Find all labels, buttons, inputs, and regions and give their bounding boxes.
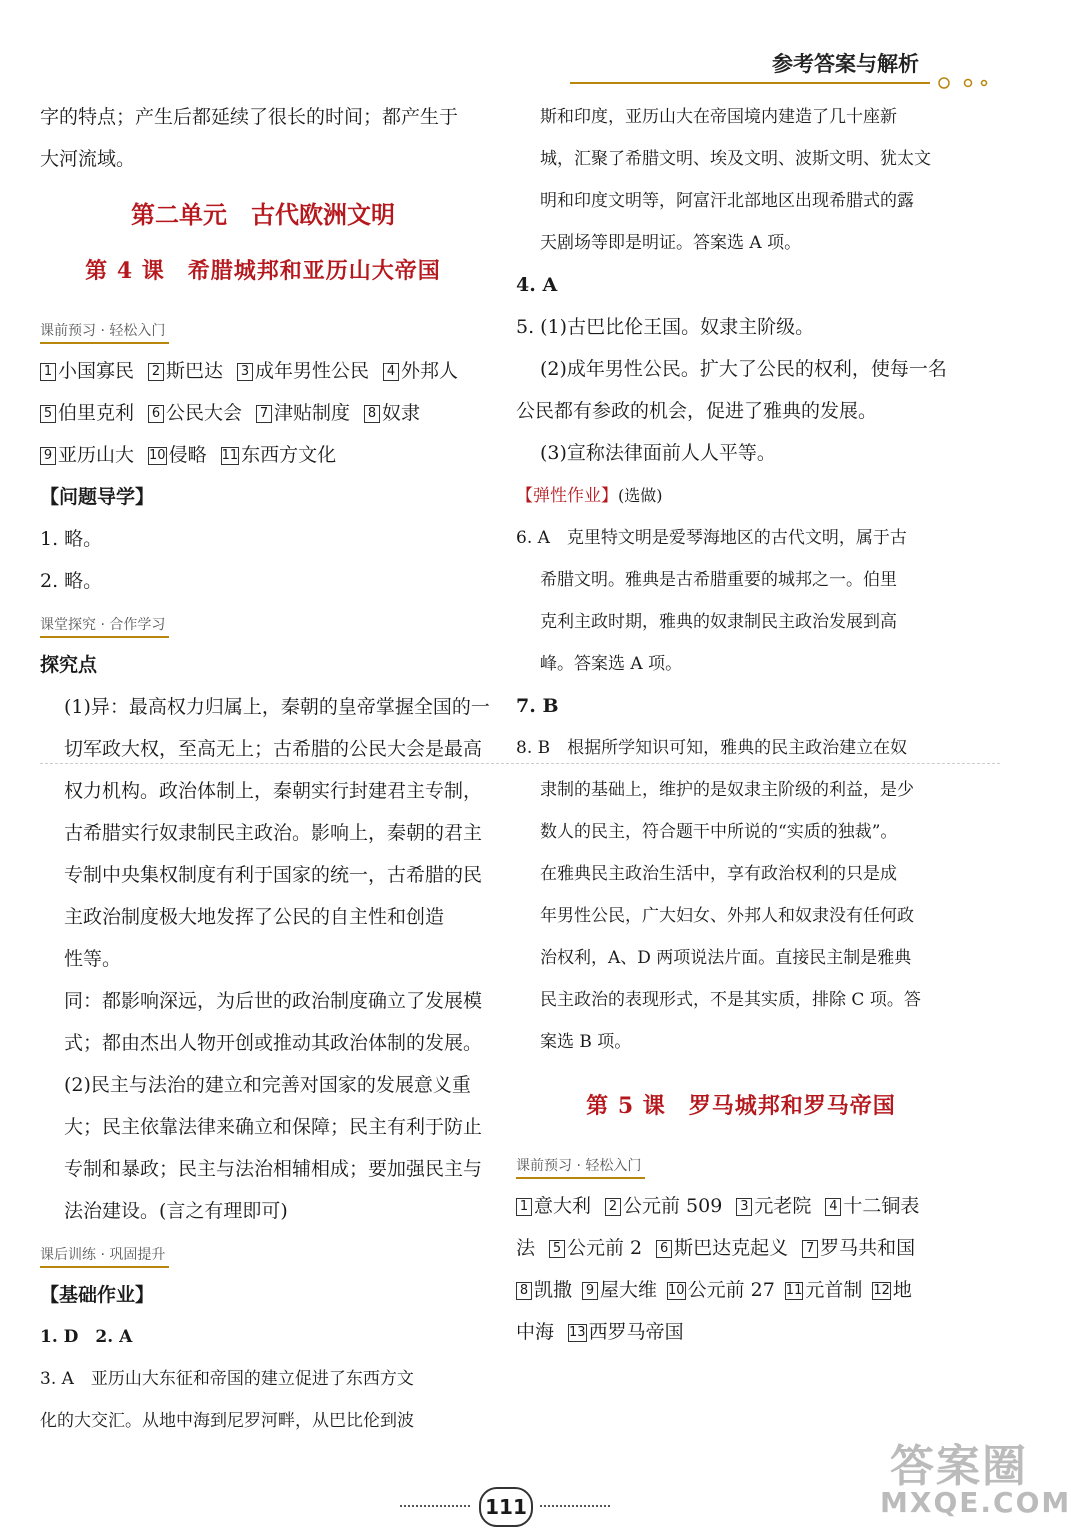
q8-line: 治权利，A、D 两项说法片面。直接民主制是雅典 <box>540 948 912 968</box>
watermark-text: 答案圈 <box>890 1441 1028 1492</box>
page-number: 111 <box>479 1487 533 1527</box>
explore-line: (2)民主与法治的建立和完善对国家的发展意义重 <box>64 1074 471 1096</box>
q5-line: 公民都有参政的机会，促进了雅典的发展。 <box>516 400 878 422</box>
q5-line: 5. (1)古巴比伦王国。奴隶主阶级。 <box>516 316 815 338</box>
q6-line: 峰。答案选 A 项。 <box>540 654 683 674</box>
answer-7: 7. B <box>516 695 559 717</box>
q8-line: 年男性公民，广大妇女、外邦人和奴隶没有任何政 <box>540 906 914 926</box>
explore-line: 性等。 <box>64 948 122 970</box>
explore-line: 专制中央集权制度有利于国家的统一，古希腊的民 <box>64 864 483 886</box>
q8-line: 数人的民主，符合题干中所说的“实质的独裁”。 <box>540 822 898 842</box>
right-column <box>516 96 966 1353</box>
explore-line: (1)异：最高权力归属上，秦朝的皇帝掌握全国的一 <box>64 696 490 718</box>
explore-line: 大；民主依靠法律来确立和保障；民主有利于防止 <box>64 1116 483 1138</box>
watermark <box>880 1430 1071 1530</box>
q3-cont-line: 斯和印度，亚历山大在帝国境内建造了几十座新 <box>540 107 897 127</box>
header-ornament <box>570 76 990 90</box>
explore-line: 权力机构。政治体制上，秦朝实行封建君主专制， <box>64 780 483 802</box>
question-heading: 【问题导学】 <box>40 486 155 508</box>
lesson-5-title: 第 5 课 罗马城邦和罗马帝国 <box>586 1093 896 1119</box>
preview-row: 9 亚历山大 10 侵略 11 东西方文化 <box>40 434 486 476</box>
header-title: 参考答案与解析 <box>772 52 919 76</box>
q6-line: 6. A 克里特文明是爱琴海地区的古代文明，属于古 <box>516 528 907 548</box>
q8-line: 民主政治的表现形式，不是其实质，排除 C 项。答 <box>540 990 921 1010</box>
q6-line: 希腊文明。雅典是古希腊重要的城邦之一。伯里 <box>540 570 897 590</box>
q5-line: (2)成年男性公民。扩大了公民的权利，使每一名 <box>540 358 947 380</box>
watermark-url: MXQE.COM <box>880 1486 1071 1519</box>
explore-line: 专制和暴政；民主与法治相辅相成；要加强民主与 <box>64 1158 483 1180</box>
elastic-heading: 【弹性作业】 <box>516 486 618 506</box>
explore-line: 主政治制度极大地发挥了公民的自主性和创造 <box>64 906 445 928</box>
q3-cont-line: 天剧场等即是明证。答案选 A 项。 <box>540 233 802 253</box>
q8-line: 隶制的基础上，维护的是奴隶主阶级的利益，是少 <box>540 780 914 800</box>
explore-heading: 探究点 <box>40 654 98 676</box>
footer-dots-right <box>540 1505 610 1507</box>
explore-line: 古希腊实行奴隶制民主政治。影响上，秦朝的君主 <box>64 822 483 844</box>
preview-tag: 课前预习 · 轻松入门 <box>40 320 169 344</box>
elastic-note: (选做) <box>618 486 663 505</box>
preview-tag-5: 课前预习 · 轻松入门 <box>516 1155 645 1179</box>
class-tag: 课堂探究 · 合作学习 <box>40 614 169 638</box>
answer-line: 1. 略。 <box>40 528 103 550</box>
explore-line: 同：都影响深远，为后世的政治制度确立了发展模 <box>64 990 483 1012</box>
q3-line: 3. A 亚历山大东征和帝国的建立促进了东西方文 <box>40 1369 414 1389</box>
answers-1-2: 1. D 2. A <box>40 1327 133 1347</box>
intro-line: 字的特点；产生后都延续了很长的时间；都产生于 <box>40 106 459 128</box>
footer-dots-left <box>400 1505 470 1507</box>
q5-line: (3)宣称法律面前人人平等。 <box>540 442 776 464</box>
explore-line: 式；都由杰出人物开创或推动其政治体制的发展。 <box>64 1032 483 1054</box>
explore-line: 切军政大权，至高无上；古希腊的公民大会是最高 <box>64 738 483 760</box>
preview-row: 中海 13 西罗马帝国 <box>516 1321 684 1343</box>
answer-4: 4. A <box>516 274 558 296</box>
explore-line: 法治建设。(言之有理即可) <box>64 1200 288 1222</box>
lesson-4-title: 第 4 课 希腊城邦和亚历山大帝国 <box>85 258 441 284</box>
left-column <box>40 96 490 1442</box>
q8-line: 8. B 根据所学知识可知，雅典的民主政治建立在奴 <box>516 738 908 758</box>
q3-cont-line: 明和印度文明等，阿富汗北部地区出现希腊式的露 <box>540 191 914 211</box>
unit-title: 第二单元 古代欧洲文明 <box>131 201 395 229</box>
q3-line: 化的大交汇。从地中海到尼罗河畔，从巴比伦到波 <box>40 1411 414 1431</box>
preview-row: 1 意大利 2 公元前 509 3 元老院 4 十二铜表 <box>516 1185 966 1227</box>
q3-cont-line: 城，汇聚了希腊文明、埃及文明、波斯文明、犹太文 <box>540 149 931 169</box>
preview-row: 1 小国寡民 2 斯巴达 3 成年男性公民 4 外邦人 <box>40 350 486 392</box>
q8-line: 案选 B 项。 <box>540 1032 632 1052</box>
after-class-tag: 课后训练 · 巩固提升 <box>40 1244 169 1268</box>
answer-line: 2. 略。 <box>40 570 103 592</box>
preview-row: 5 伯里克利 6 公民大会 7 津贴制度 8 奴隶 <box>40 392 486 434</box>
preview-row: 法 5 公元前 2 6 斯巴达克起义 7 罗马共和国 <box>516 1237 916 1259</box>
preview-row: 8 凯撒 9 屋大维 10 公元前 27 11 元首制 12 地 <box>516 1269 966 1311</box>
intro-line: 大河流域。 <box>40 148 136 170</box>
basic-heading: 【基础作业】 <box>40 1284 155 1306</box>
q6-line: 克利主政时期，雅典的奴隶制民主政治发展到高 <box>540 612 897 632</box>
q8-line: 在雅典民主政治生活中，享有政治权利的只是成 <box>540 864 897 884</box>
